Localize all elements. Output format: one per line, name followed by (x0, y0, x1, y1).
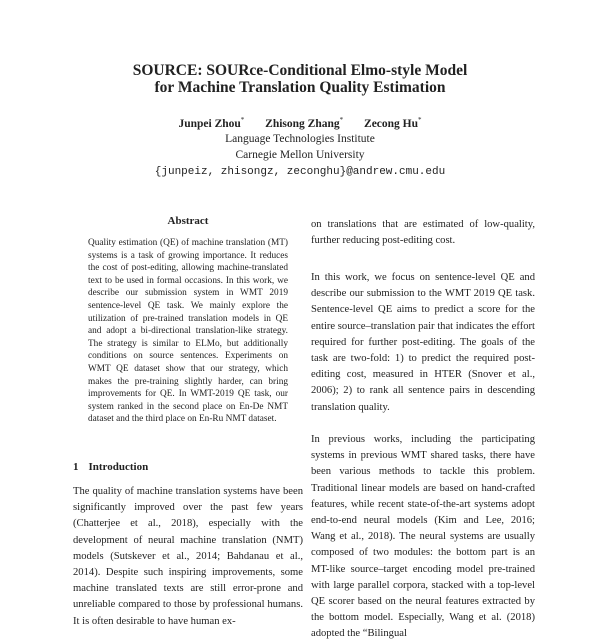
section-title: Introduction (88, 461, 149, 473)
abstract-heading: Abstract (167, 215, 209, 227)
author-emails: {junpeiz, zhisongz, zeconghu}@andrew.cmu.edu (154, 166, 446, 178)
introduction-text: The quality of machine translation systems have been significantly improved over the past few years (Chatterjee et al., 2018), especially with the development of neural machine translation (NMT) models (Sutskever et al., 2014; Bahdanau et al., 2014). Despite such inspiring improvements, some machine translated texts are still error-prone and unreliable compared to those by professional humans. It is often desirable to have human ex- (73, 486, 303, 627)
author: Zhisong Zhang* (265, 116, 344, 130)
paper-title-line-2: for Machine Translation Quality Estimation (154, 79, 446, 96)
abstract-text: Quality estimation (QE) of machine translation (MT) systems is a task of growing importance. It reduces the cost of post-editing, allowing machine-translated text to be used in formal occasions. In this work, we describe our submission system in WMT 2019 sentence-level QE task. We mainly explore the utilization of pre-trained translation models in QE and adopt a bi-directional translation-like strategy. The strategy is similar to ELMo, but additionally conditions on source sentences. Experiments on WMT QE dataset show that our strategy, which makes the pre-training slightly harder, can bring improvements for QE. In WMT-2019 QE task, our system ranked in the second place on En-De NMT dataset and the third place on En-Ru NMT dataset. (88, 238, 288, 425)
section-heading-introduction (73, 461, 148, 473)
paper-title-line-1: SOURCE: SOURce-Conditional Elmo-style Model (132, 62, 468, 79)
affiliation-institute: Language Technologies Institute (225, 133, 375, 145)
right-column-paragraph-2: In this work, we focus on sentence-level QE and describe our submission to the WMT 2019 QE task. Sentence-level QE aims to predict a score for the entire source–translation pair that indicates the effort required for further post-editing. The goals of the task are two-fold: 1) to predict the required post-editing cost, measured in HTER (Snover et al., 2006); 2) to rank all sentence pairs in descending translation quality. (311, 272, 535, 413)
section-number: 1 (73, 461, 79, 473)
right-column-paragraph-1: on translations that are estimated of low-quality, further reducing post-editing cost. (311, 219, 535, 247)
author: Zecong Hu* (364, 116, 422, 130)
affiliation-university: Carnegie Mellon University (235, 149, 365, 161)
right-column-paragraph-3: In previous works, including the participating systems in previous WMT shared tasks, there have been various methods to tackle this problem. Traditional linear models are based on hand-crafted features, while recent state-of-the-art systems adopt end-to-end neural models (Kim and Lee, 2016; Wang et al., 2018). The neural systems are usually composed of two modules: the bottom part is an MT-like source–target encoding model pre-trained with large parallel corpora, stacked with a top-level QE scorer based on the neural features extracted by the bottom model. Especially, Wang et al. (2018) adopted the “Bilingual (311, 434, 535, 640)
author-list (0, 116, 600, 130)
author: Junpei Zhou* (178, 116, 245, 130)
